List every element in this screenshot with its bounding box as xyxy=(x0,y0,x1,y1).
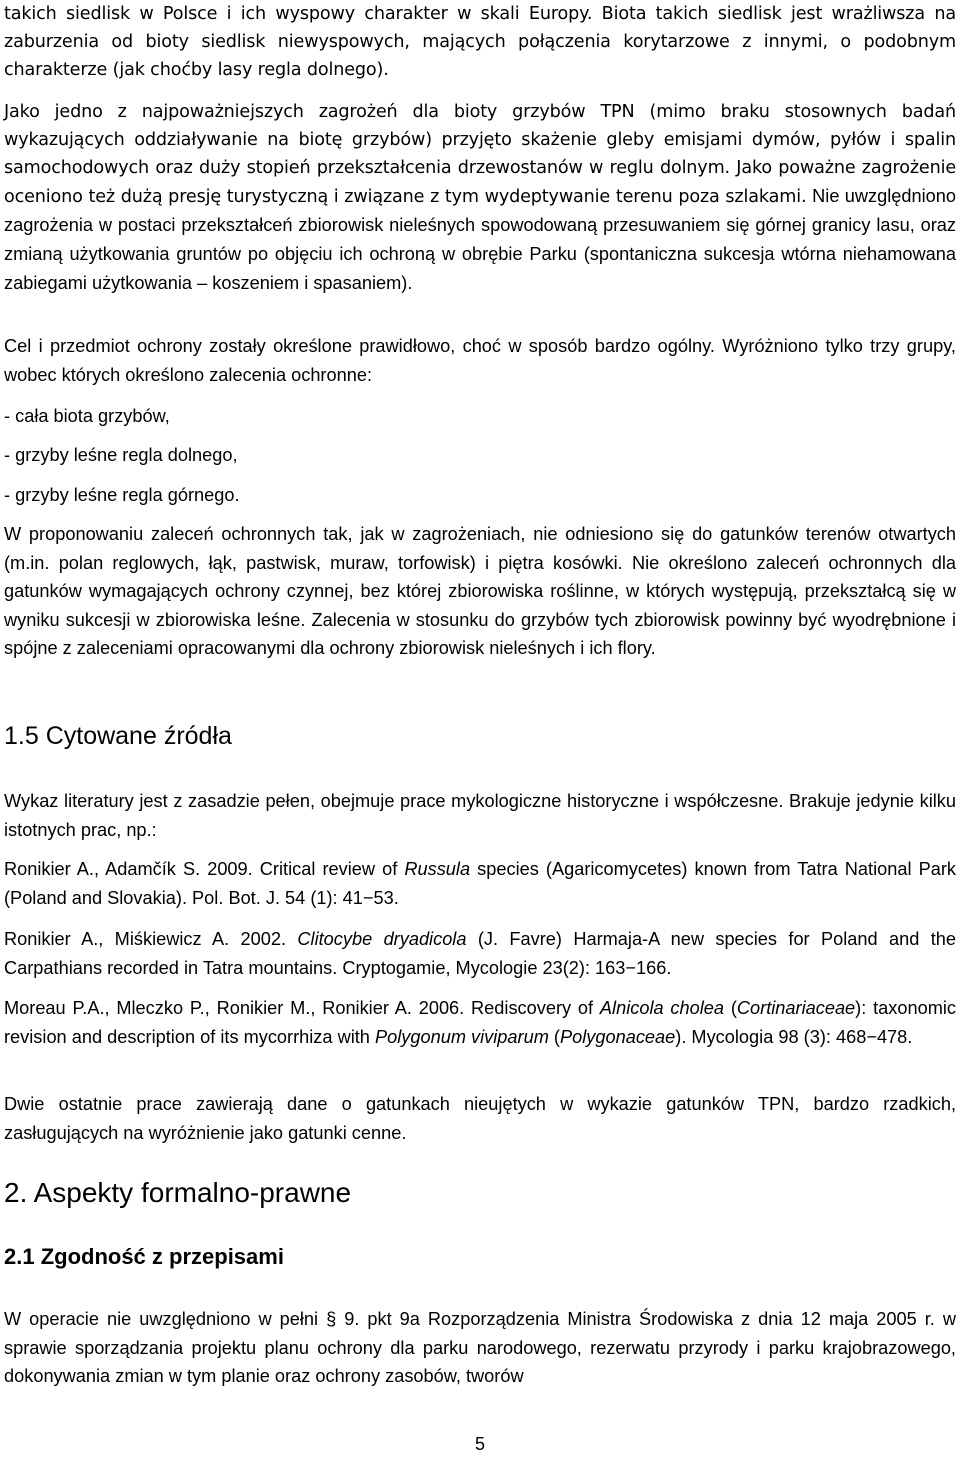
group-item: - cała biota grzybów, xyxy=(4,406,170,426)
compliance-paragraph: W operacie nie uwzględniono w pełni § 9. pkt 9a Rozporządzenia Ministra Środowiska z dnia 12 maja 2005 r. w sprawie sporządzania projektu planu ochrony dla parku narodowego, rezerwatu przyrody i parku krajobrazowego, dokonywania zmian w tym planie oraz ochrony zasobów, tworów xyxy=(4,1309,956,1387)
threats-paragraph xyxy=(4,98,956,298)
reference-taxon: Clitocybe dryadicola xyxy=(297,929,467,949)
reference-taxon: Polygonaceae xyxy=(559,1026,676,1047)
section-heading-1-5: 1.5 Cytowane źródła xyxy=(4,722,232,750)
reference-taxon: Alnicola cholea xyxy=(599,998,725,1018)
section-heading-2: 2. Aspekty formalno-prawne xyxy=(4,1177,352,1208)
threats-paragraph-a: Jako jedno z najpoważniejszych zagrożeń dla bioty grzybów TPN (mimo braku stosownych badań wykazujących oddziaływanie na biotę grzybów) przyjęto skażenie gleby emisjami dymów, pyłów i spalin samochodowych oraz duży stopień przekształcenia drzewostanów w reglu dolnym. Jako poważne zagrożenie oceniono też dużą presję turystyczną i związane z tym wydeptywanie terenu poza szlakami. xyxy=(4,102,956,207)
group-item: - grzyby leśne regla górnego. xyxy=(4,485,240,505)
goal-paragraph: Cel i przedmiot ochrony zostały określone prawidłowo, choć w sposób bardzo ogólny. Wyróżniono tylko trzy grupy, wobec których określono zalecenia ochronne: xyxy=(4,336,956,385)
reference-item xyxy=(4,925,956,982)
reference-text: Moreau P.A., Mleczko P., Ronikier M., Ronikier A. 2006. Rediscovery of xyxy=(4,998,600,1018)
reference-text: ( xyxy=(548,1026,560,1047)
reference-text: ). Mycologia 98 (3): 468−478. xyxy=(675,1026,913,1047)
sources-intro: Wykaz literatury jest z zasadzie pełen, obejmuje prace mykologiczne historyczne i współczesne. Brakuje jedynie kilku istotnych prac, np.: xyxy=(4,791,956,840)
reference-text: (J. Favre) Harmaja-A new species for Poland and the Carpathians recorded in Tatra mountains. Cryptogamie, Mycologie 23(2): 163−166. xyxy=(4,929,956,978)
intro-paragraph: takich siedlisk w Polsce i ich wyspowy charakter w skali Europy. Biota takich siedlisk jest wrażliwsza na zaburzenia od bioty siedlisk niewyspowych, mających połączenia korytarzowe z innymi, o podobnym charakterze (jak choćby lasy regla dolnego). xyxy=(4,4,956,80)
reference-text: Ronikier A., Adamčík S. 2009. Critical review of xyxy=(4,859,405,879)
reference-taxon: Russula xyxy=(404,859,471,879)
group-item: - grzyby leśne regla dolnego, xyxy=(4,445,238,465)
reference-text: ): taxonomic revision and description of its mycorrhiza with xyxy=(4,998,956,1047)
page-number: 5 xyxy=(474,1434,485,1454)
reference-text: species (Agaricomycetes) known from Tatra National Park (Poland and Slovakia). Pol. Bot. J. 54 (1): 41−53. xyxy=(4,859,956,908)
reference-text: ( xyxy=(724,998,737,1018)
section-heading-2-1: 2.1 Zgodność z przepisami xyxy=(4,1244,284,1269)
reference-text: Ronikier A., Miśkiewicz A. 2002. xyxy=(4,929,298,949)
reference-item xyxy=(4,994,956,1051)
threats-paragraph-b: Nie uwzględniono zagrożenia w postaci przekształceń zbiorowisk nieleśnych spowodowaną przesuwaniem się górnej granicy lasu, oraz zmianą użytkowania gruntów po objęciu ich ochroną w obrębie Parku (spontaniczna sukcesja wtórna niehamowana zabiegami użytkowania – koszeniem i spasaniem). xyxy=(4,186,956,293)
sources-closing: Dwie ostatnie prace zawierają dane o gatunkach nieujętych w wykazie gatunków TPN, bardzo rzadkich, zasługujących na wyróżnienie jako gatunki cenne. xyxy=(4,1094,956,1143)
reference-taxon: Cortinariaceae xyxy=(736,998,856,1018)
reference-item xyxy=(4,855,956,912)
recommendations-paragraph: W proponowaniu zaleceń ochronnych tak, jak w zagrożeniach, nie odniesiono się do gatunków terenów otwartych (m.in. polan reglowych, łąk, pastwisk, muraw, torfowisk) i piętra kosówki. Nie określono zaleceń ochronnych dla gatunków wymagających ochrony czynnej, bez której zbiorowiska roślinne, w których występują, przekształcą się w wyniku sukcesji w zbiorowiska leśne. Zalecenia w stosunku do grzybów tych zbiorowisk powinny być wyodrębnione i spójne z zaleceniami opracowanymi dla ochrony zbiorowisk nieleśnych i ich flory. xyxy=(4,524,956,659)
reference-taxon: Polygonum viviparum xyxy=(374,1026,549,1047)
